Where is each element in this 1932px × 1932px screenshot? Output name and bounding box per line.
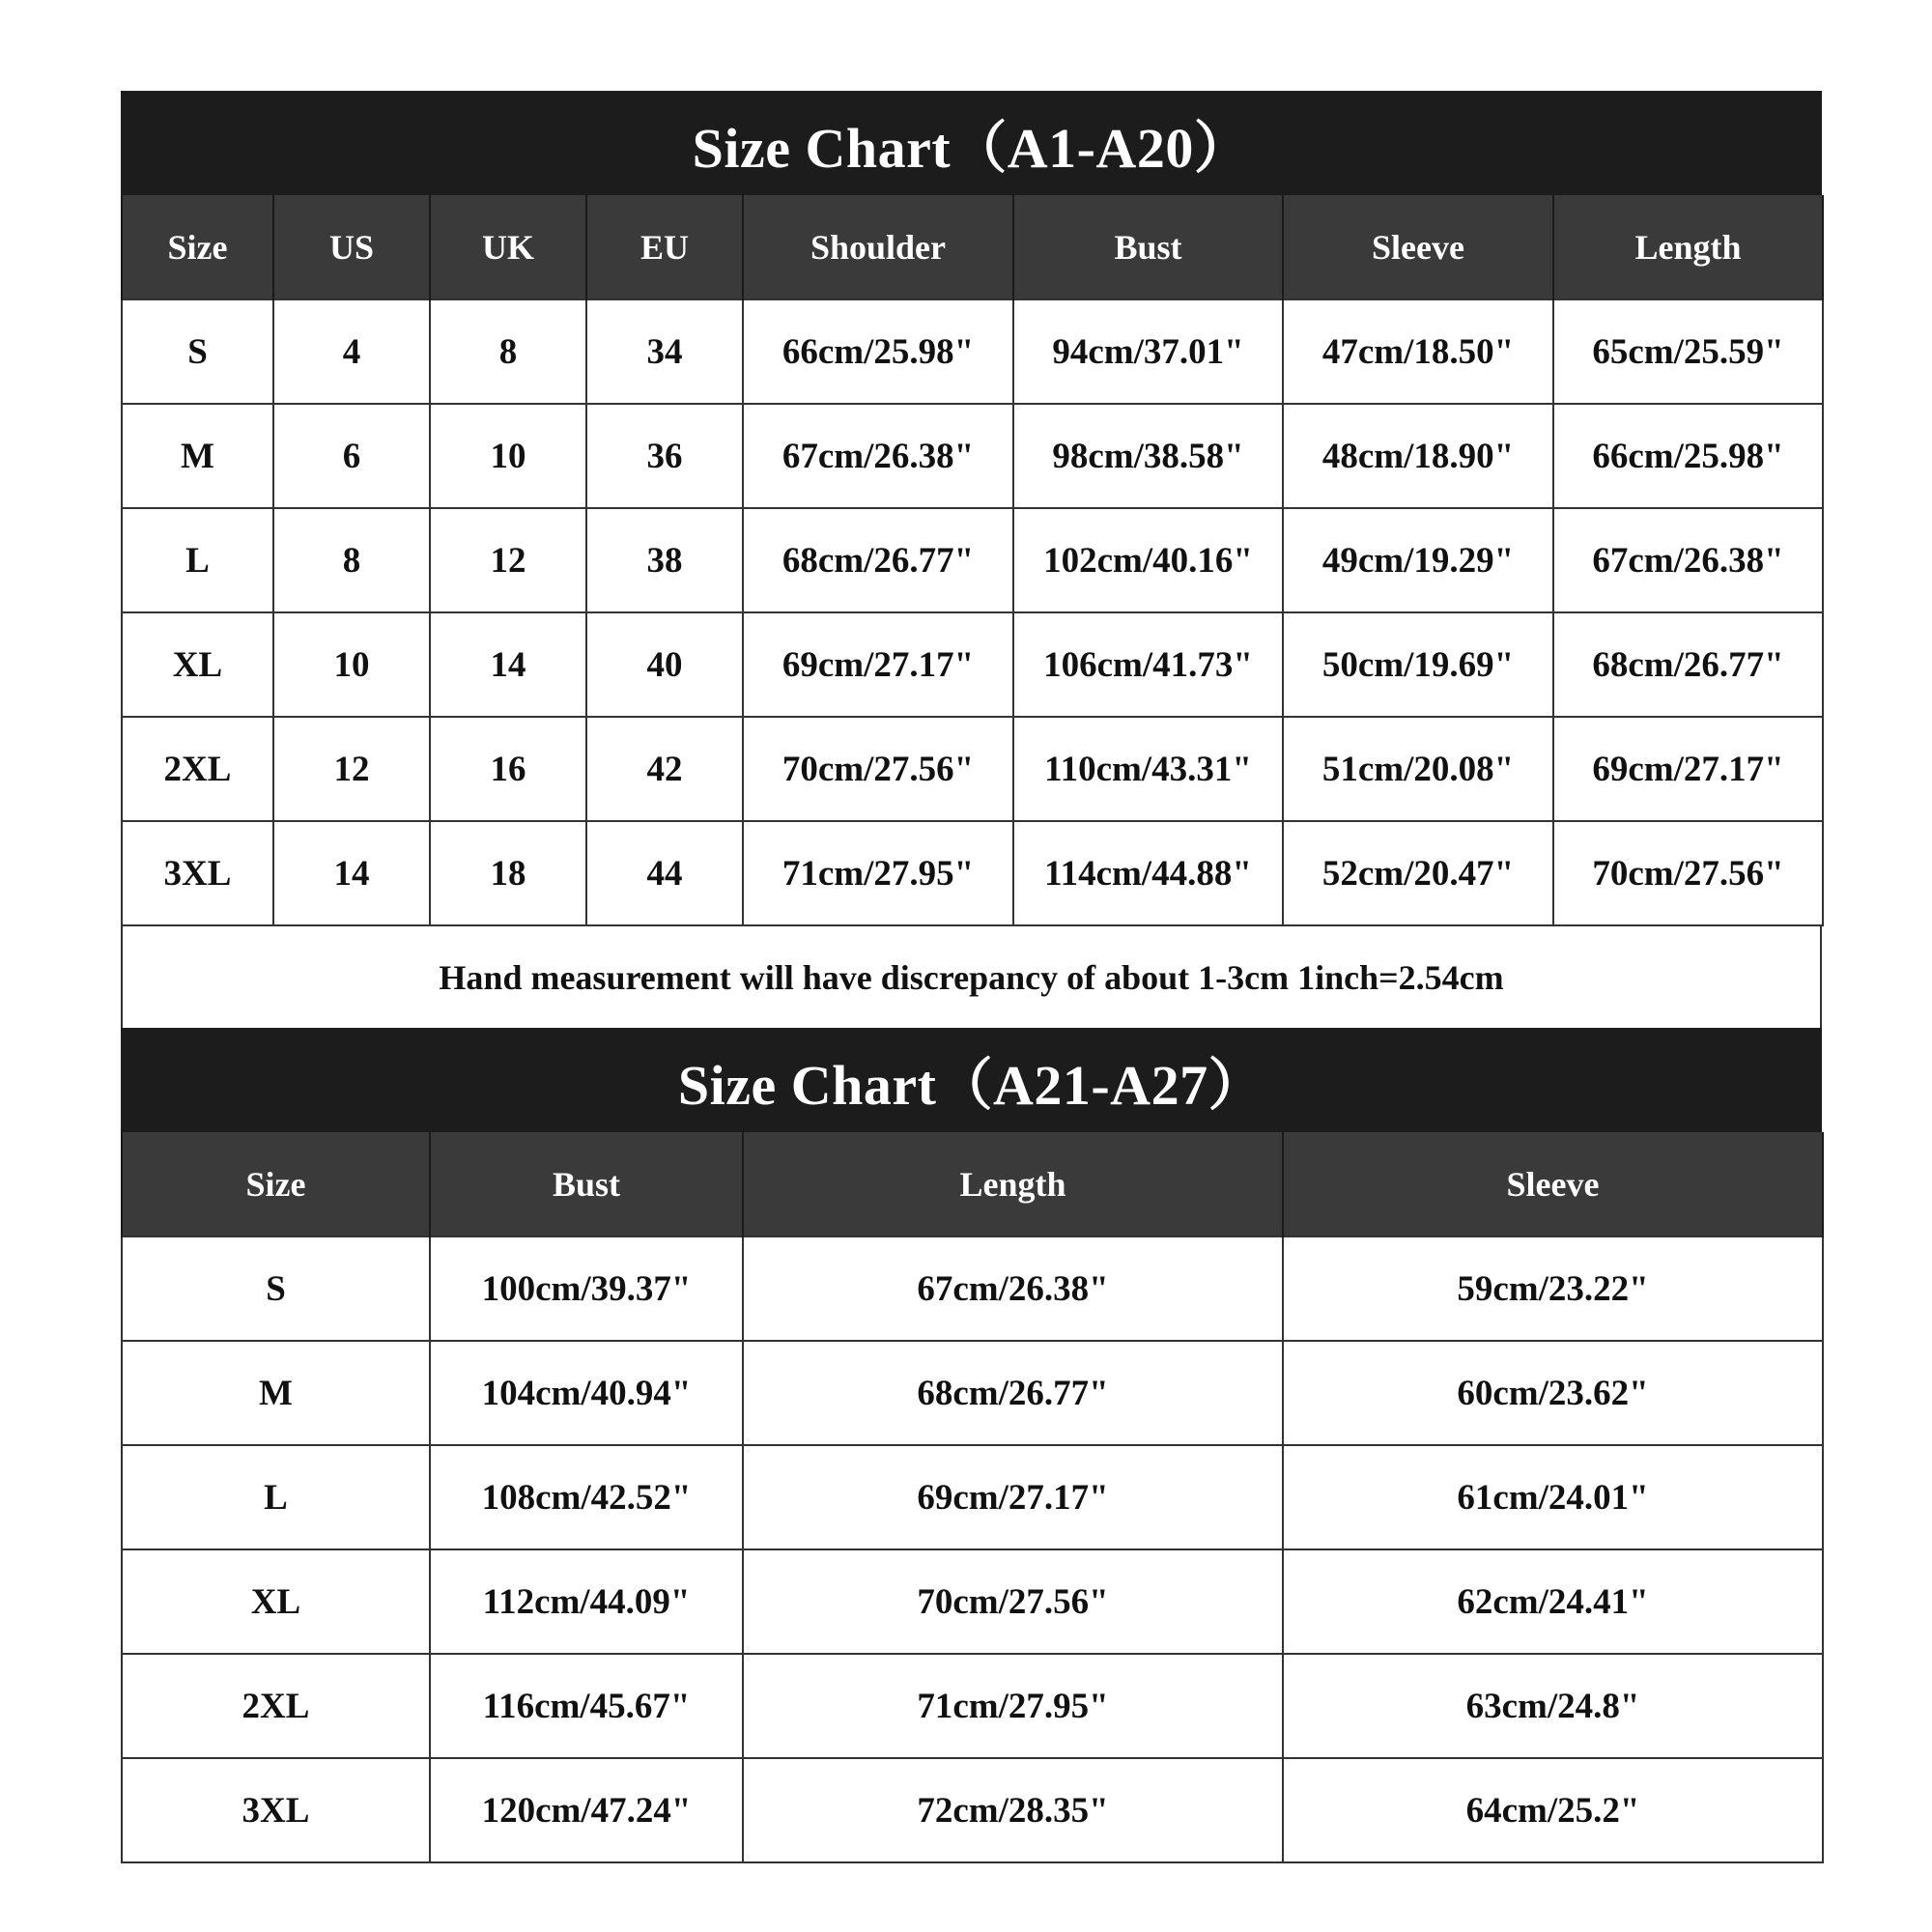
cell-length: 70cm/27.56" xyxy=(743,1549,1283,1654)
cell-uk: 14 xyxy=(430,612,586,717)
cell-us: 8 xyxy=(273,508,430,612)
cell-size: L xyxy=(122,508,273,612)
table-row xyxy=(122,404,1823,508)
chart1-title: Size Chart（A1-A20） xyxy=(121,91,1822,195)
cell-size: 3XL xyxy=(122,1758,430,1862)
size-chart-sheet xyxy=(121,91,1822,1863)
header-bust: Bust xyxy=(430,1132,743,1236)
cell-sleeve: 61cm/24.01" xyxy=(1283,1445,1823,1549)
cell-size: XL xyxy=(122,612,273,717)
table-row xyxy=(122,1758,1823,1862)
table-row xyxy=(122,1236,1823,1341)
cell-bust: 112cm/44.09" xyxy=(430,1549,743,1654)
cell-eu: 38 xyxy=(586,508,743,612)
cell-sleeve: 50cm/19.69" xyxy=(1283,612,1553,717)
table-row xyxy=(122,1549,1823,1654)
chart2-header-row xyxy=(122,1132,1823,1236)
cell-sleeve: 49cm/19.29" xyxy=(1283,508,1553,612)
cell-bust: 100cm/39.37" xyxy=(430,1236,743,1341)
cell-shoulder: 71cm/27.95" xyxy=(743,821,1013,925)
cell-sleeve: 62cm/24.41" xyxy=(1283,1549,1823,1654)
header-sleeve: Sleeve xyxy=(1283,195,1553,299)
cell-eu: 42 xyxy=(586,717,743,821)
table-row xyxy=(122,821,1823,925)
cell-uk: 18 xyxy=(430,821,586,925)
cell-length: 68cm/26.77" xyxy=(743,1341,1283,1445)
cell-size: XL xyxy=(122,1549,430,1654)
cell-size: 2XL xyxy=(122,1654,430,1758)
cell-size: 3XL xyxy=(122,821,273,925)
cell-length: 67cm/26.38" xyxy=(743,1236,1283,1341)
cell-bust: 114cm/44.88" xyxy=(1013,821,1283,925)
cell-bust: 116cm/45.67" xyxy=(430,1654,743,1758)
chart1-table xyxy=(121,195,1824,926)
cell-uk: 16 xyxy=(430,717,586,821)
cell-length: 69cm/27.17" xyxy=(1553,717,1823,821)
cell-uk: 10 xyxy=(430,404,586,508)
cell-size: M xyxy=(122,1341,430,1445)
cell-sleeve: 64cm/25.2" xyxy=(1283,1758,1823,1862)
cell-shoulder: 70cm/27.56" xyxy=(743,717,1013,821)
cell-us: 14 xyxy=(273,821,430,925)
cell-sleeve: 59cm/23.22" xyxy=(1283,1236,1823,1341)
table-row xyxy=(122,299,1823,404)
cell-shoulder: 69cm/27.17" xyxy=(743,612,1013,717)
cell-length: 69cm/27.17" xyxy=(743,1445,1283,1549)
cell-eu: 44 xyxy=(586,821,743,925)
cell-sleeve: 52cm/20.47" xyxy=(1283,821,1553,925)
cell-bust: 108cm/42.52" xyxy=(430,1445,743,1549)
cell-length: 65cm/25.59" xyxy=(1553,299,1823,404)
cell-eu: 36 xyxy=(586,404,743,508)
cell-eu: 34 xyxy=(586,299,743,404)
cell-bust: 104cm/40.94" xyxy=(430,1341,743,1445)
cell-sleeve: 63cm/24.8" xyxy=(1283,1654,1823,1758)
header-size: Size xyxy=(122,1132,430,1236)
table-row xyxy=(122,1445,1823,1549)
cell-length: 67cm/26.38" xyxy=(1553,508,1823,612)
cell-size: L xyxy=(122,1445,430,1549)
cell-us: 10 xyxy=(273,612,430,717)
cell-bust: 120cm/47.24" xyxy=(430,1758,743,1862)
cell-length: 72cm/28.35" xyxy=(743,1758,1283,1862)
chart1-header-row xyxy=(122,195,1823,299)
cell-size: M xyxy=(122,404,273,508)
table-row xyxy=(122,1654,1823,1758)
cell-bust: 94cm/37.01" xyxy=(1013,299,1283,404)
cell-length: 68cm/26.77" xyxy=(1553,612,1823,717)
cell-us: 4 xyxy=(273,299,430,404)
table-row xyxy=(122,508,1823,612)
cell-bust: 106cm/41.73" xyxy=(1013,612,1283,717)
header-uk: UK xyxy=(430,195,586,299)
cell-uk: 12 xyxy=(430,508,586,612)
cell-length: 70cm/27.56" xyxy=(1553,821,1823,925)
table-row xyxy=(122,612,1823,717)
cell-length: 66cm/25.98" xyxy=(1553,404,1823,508)
cell-sleeve: 60cm/23.62" xyxy=(1283,1341,1823,1445)
cell-length: 71cm/27.95" xyxy=(743,1654,1283,1758)
header-us: US xyxy=(273,195,430,299)
cell-sleeve: 48cm/18.90" xyxy=(1283,404,1553,508)
cell-size: S xyxy=(122,299,273,404)
cell-us: 12 xyxy=(273,717,430,821)
chart2-title: Size Chart（A21-A27） xyxy=(121,1028,1822,1132)
cell-bust: 102cm/40.16" xyxy=(1013,508,1283,612)
cell-uk: 8 xyxy=(430,299,586,404)
cell-size: 2XL xyxy=(122,717,273,821)
cell-shoulder: 66cm/25.98" xyxy=(743,299,1013,404)
measurement-note: Hand measurement will have discrepancy of about 1-3cm 1inch=2.54cm xyxy=(121,926,1822,1028)
cell-shoulder: 68cm/26.77" xyxy=(743,508,1013,612)
chart2-table xyxy=(121,1132,1824,1863)
cell-size: S xyxy=(122,1236,430,1341)
header-shoulder: Shoulder xyxy=(743,195,1013,299)
cell-sleeve: 47cm/18.50" xyxy=(1283,299,1553,404)
cell-bust: 98cm/38.58" xyxy=(1013,404,1283,508)
header-eu: EU xyxy=(586,195,743,299)
header-size: Size xyxy=(122,195,273,299)
header-bust: Bust xyxy=(1013,195,1283,299)
cell-eu: 40 xyxy=(586,612,743,717)
table-row xyxy=(122,1341,1823,1445)
table-row xyxy=(122,717,1823,821)
header-length: Length xyxy=(1553,195,1823,299)
header-length: Length xyxy=(743,1132,1283,1236)
header-sleeve: Sleeve xyxy=(1283,1132,1823,1236)
cell-shoulder: 67cm/26.38" xyxy=(743,404,1013,508)
cell-us: 6 xyxy=(273,404,430,508)
cell-sleeve: 51cm/20.08" xyxy=(1283,717,1553,821)
cell-bust: 110cm/43.31" xyxy=(1013,717,1283,821)
